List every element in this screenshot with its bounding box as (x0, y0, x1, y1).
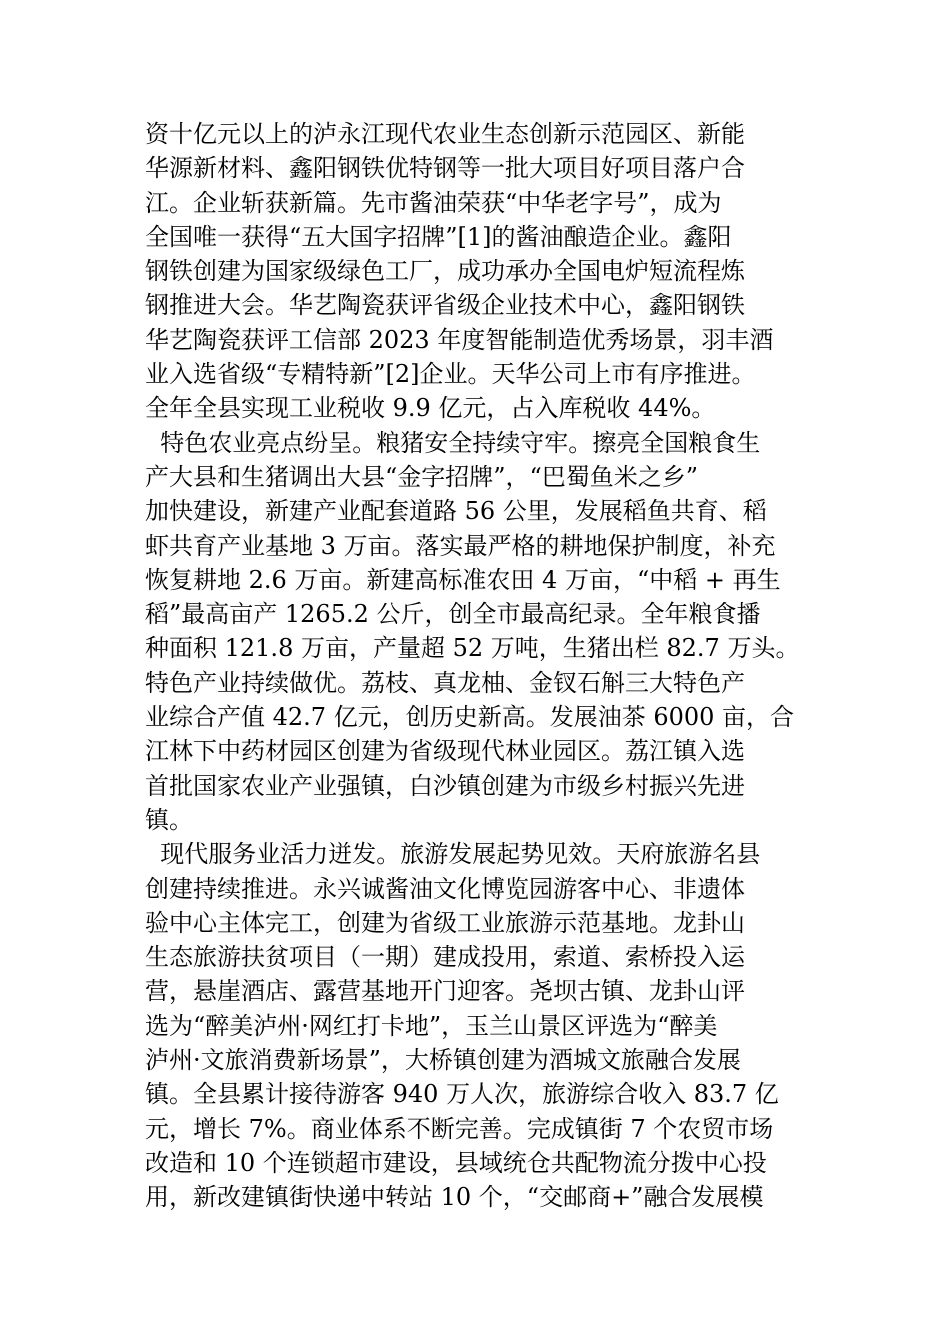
text-line: 资十亿元以上的泸永江现代农业生态创新示范园区、新能 (145, 120, 745, 148)
text-line: 营，悬崖酒店、露营基地开门迎客。尧坝古镇、龙卦山评 (145, 977, 745, 1006)
text-line: 镇。 (145, 805, 193, 834)
text-line: 特色产业持续做优。荔枝、真龙柚、金钗石斛三大特色产 (145, 668, 745, 697)
text-line: 钢铁创建为国家级绿色工厂，成功承办全国电炉短流程炼 (145, 257, 745, 286)
text-line: 江。企业斩获新篇。先市酱油荣获“中华老字号”，成为 (145, 188, 722, 217)
text-line: 业入选省级“专精特新”[2]企业。天华公司上市有序推进。 (145, 360, 756, 389)
text-line: 验中心主体完工，创建为省级工业旅游示范基地。龙卦山 (145, 908, 745, 937)
text-line: 华艺陶瓷获评工信部 2023 年度智能制造优秀场景，羽丰酒 (145, 325, 774, 354)
text-line: 产大县和生猪调出大县“金字招牌”，“巴蜀鱼米之乡” (145, 462, 699, 491)
text-line: 生态旅游扶贫项目（一期）建成投用，索道、索桥投入运 (145, 943, 745, 972)
text-line: 全国唯一获得“五大国字招牌”[1]的酱油酿造企业。鑫阳 (145, 222, 732, 251)
text-line: 选为“醉美泸州·网红打卡地”，玉兰山景区评选为“醉美 (145, 1011, 718, 1040)
text-line: 虾共育产业基地 3 万亩。落实最严格的耕地保护制度，补充 (145, 531, 776, 560)
text-line: 加快建设，新建产业配套道路 56 公里，发展稻鱼共育、稻 (145, 497, 767, 526)
text-line: 用，新改建镇街快递中转站 10 个，“交邮商+”融合发展模 (145, 1183, 764, 1212)
body-text (145, 117, 825, 1215)
text-line: 江林下中药材园区创建为省级现代林业园区。荔江镇入选 (145, 737, 745, 766)
text-line: 镇。全县累计接待游客 940 万人次，旅游综合收入 83.7 亿 (145, 1080, 779, 1109)
text-line: 种面积 121.8 万亩，产量超 52 万吨，生猪出栏 82.7 万头。 (145, 634, 800, 663)
paragraph-start-line: 特色农业亮点纷呈。粮猪安全持续守牢。擦亮全国粮食生 (145, 428, 761, 457)
text-line: 泸州·文旅消费新场景”，大桥镇创建为酒城文旅融合发展 (145, 1046, 741, 1075)
text-line: 业综合产值 42.7 亿元，创历史新高。发展油茶 6000 亩，合 (145, 703, 795, 732)
text-line: 元，增长 7%。商业体系不断完善。完成镇街 7 个农贸市场 (145, 1114, 774, 1143)
text-line: 钢推进大会。华艺陶瓷获评省级企业技术中心，鑫阳钢铁 (145, 291, 745, 320)
text-line: 稻”最高亩产 1265.2 公斤，创全市最高纪录。全年粮食播 (145, 600, 761, 629)
text-line: 改造和 10 个连锁超市建设，县域统仓共配物流分拨中心投 (145, 1148, 767, 1177)
paragraph-start-line: 现代服务业活力迸发。旅游发展起势见效。天府旅游名县 (145, 840, 761, 869)
text-line: 全年全县实现工业税收 9.9 亿元，占入库税收 44%。 (145, 394, 716, 423)
text-line: 华源新材料、鑫阳钢铁优特钢等一批大项目好项目落户合 (145, 154, 745, 183)
text-line: 创建持续推进。永兴诚酱油文化博览园游客中心、非遗体 (145, 874, 745, 903)
text-line: 恢复耕地 2.6 万亩。新建高标准农田 4 万亩，“中稻 + 再生 (145, 565, 781, 594)
text-line: 首批国家农业产业强镇，白沙镇创建为市级乡村振兴先进 (145, 771, 745, 800)
